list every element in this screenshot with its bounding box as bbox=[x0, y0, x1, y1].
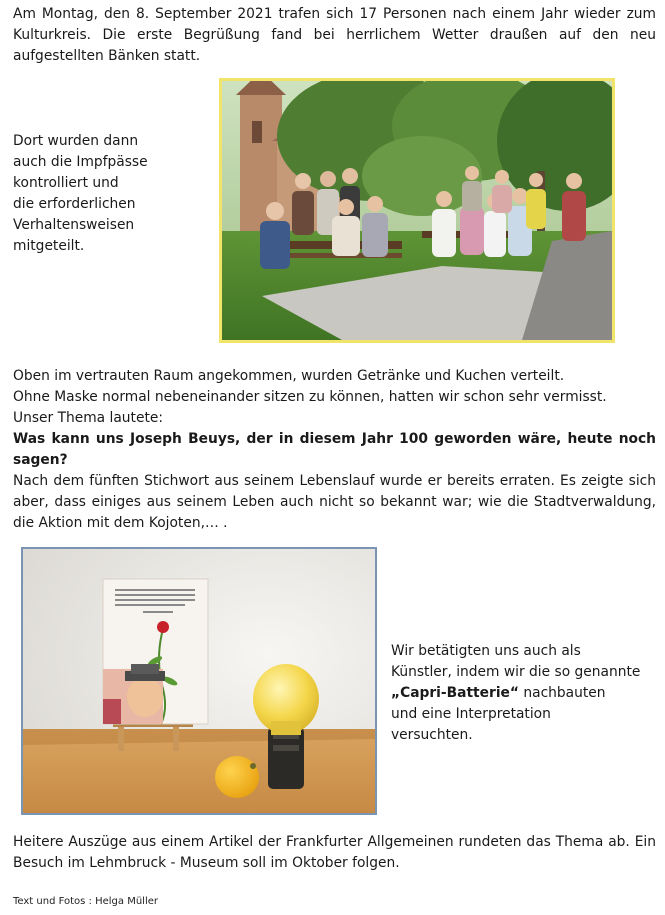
side-left-line: mitgeteilt. bbox=[13, 238, 85, 254]
capri-battery-photo bbox=[21, 547, 377, 815]
photo-credit: Text und Fotos : Helga Müller bbox=[13, 896, 158, 907]
side-left-line: Verhaltensweisen bbox=[13, 217, 135, 233]
side-left-line: auch die Impfpässe bbox=[13, 154, 148, 170]
side-right-line-rest: nachbauten bbox=[518, 685, 606, 701]
body-line: Unser Thema lautete: bbox=[13, 410, 163, 426]
side-right-line: Wir betätigten uns auch als bbox=[391, 643, 581, 659]
body-line: Nach dem fünften Stichwort aus seinem Lebenslauf wurde er bereits erraten. Es zeigte sich aber, dass einiges aus seinem Leben auch nicht so bekannt war; wie die Stadtverwaldung, die Aktion mit dem Kojoten,… . bbox=[13, 473, 656, 531]
side-left-line: Dort wurden dann bbox=[13, 133, 139, 149]
side-right-line: und eine Interpretation bbox=[391, 706, 551, 722]
group-photo-benches bbox=[219, 78, 615, 343]
body-line: Ohne Maske normal nebeneinander sitzen zu können, hatten wir schon sehr vermisst. bbox=[13, 389, 607, 405]
closing-paragraph: Heitere Auszüge aus einem Artikel der Frankfurter Allgemeinen rundeten das Thema ab. Ein Besuch im Lehmbruck - Museum soll im Oktober folgen. bbox=[13, 834, 656, 871]
side-left-line: die erforderlichen bbox=[13, 196, 136, 212]
side-text-left bbox=[13, 131, 213, 257]
side-left-line: kontrolliert und bbox=[13, 175, 119, 191]
side-right-line: versuchten. bbox=[391, 727, 473, 743]
side-right-line: Künstler, indem wir die so genannte bbox=[391, 664, 641, 680]
side-right-line bbox=[391, 683, 661, 704]
intro-paragraph: Am Montag, den 8. September 2021 trafen sich 17 Personen nach einem Jahr wieder zum Kulturkreis. Die erste Begrüßung fand bei herrlichem Wetter draußen auf den neu aufgestellten Bänken statt. bbox=[13, 6, 656, 64]
main-body-text bbox=[13, 366, 656, 534]
side-text-right bbox=[391, 641, 661, 746]
theme-question: Was kann uns Joseph Beuys, der in diesem Jahr 100 geworden wäre, heute noch sagen? bbox=[13, 431, 656, 468]
capri-batterie-term: „Capri-Batterie“ bbox=[391, 685, 519, 701]
body-line: Oben im vertrauten Raum angekommen, wurden Getränke und Kuchen verteilt. bbox=[13, 368, 565, 384]
